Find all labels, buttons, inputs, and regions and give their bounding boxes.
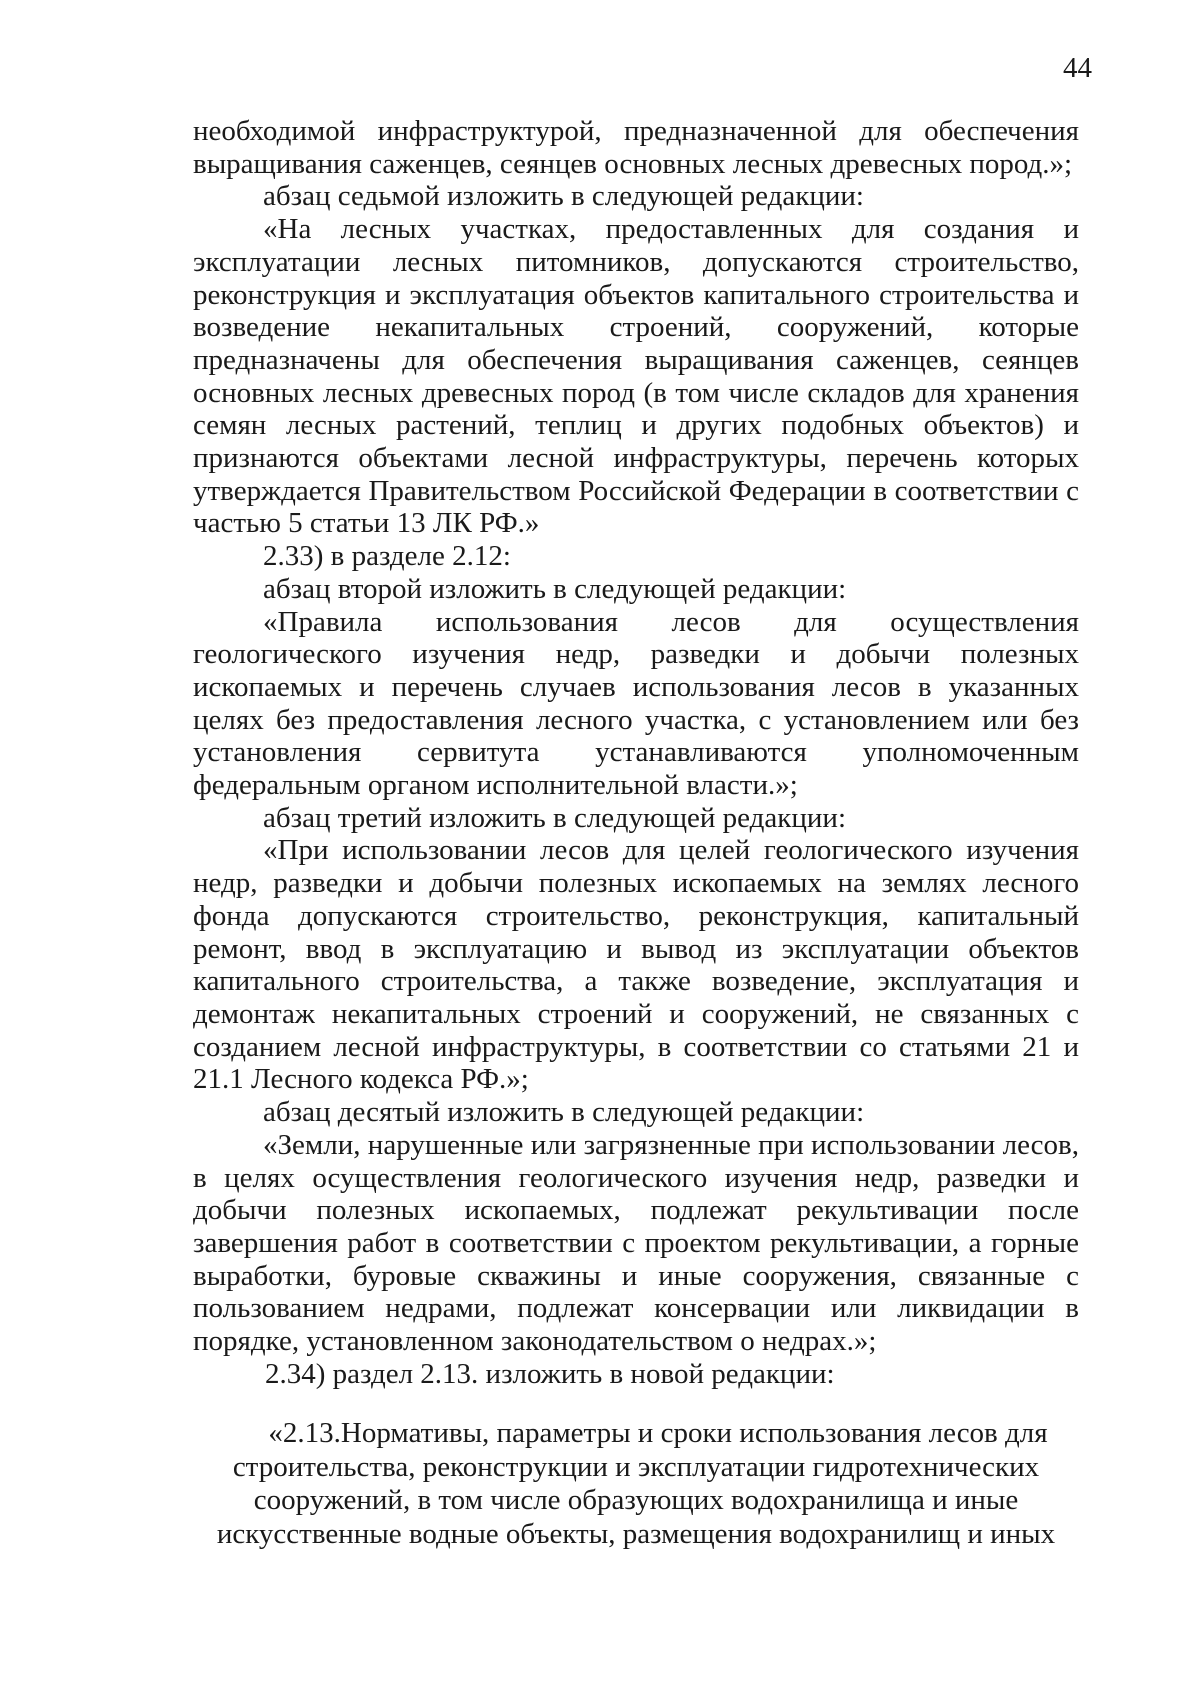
heading-line: строительства, реконструкции и эксплуатации гидротехнических xyxy=(232,1450,1040,1483)
heading-line: искусственные водные объекты, размещения водохранилищ и иных xyxy=(216,1518,1056,1551)
page-number: 44 xyxy=(1063,52,1092,84)
paragraph: абзац седьмой изложить в следующей редакции: xyxy=(263,180,864,213)
heading-line: «2.13.Нормативы, параметры и сроки использования лесов для xyxy=(268,1417,1048,1449)
paragraph: абзац третий изложить в следующей редакции: xyxy=(263,801,847,834)
section-heading xyxy=(193,1417,1079,1552)
paragraph: абзац второй изложить в следующей редакции: xyxy=(263,572,847,605)
paragraph: «При использовании лесов для целей геологического изучения недр, разведки и добычи полезных ископаемых на землях лесного фонда допускаются строительство, реконструкция, капитальный ремонт, ввод в эксплуатацию и вывод из эксплуатации объектов капитального строительства, а также возведение, эксплуатация и демонтаж некапитальных строений и сооружений, не связанных с созданием лесной инфраструктуры, в соответствии со статьями 21 и 21.1 Лесного кодекса РФ.»; xyxy=(193,834,1079,1096)
paragraph: «На лесных участках, предоставленных для создания и эксплуатации лесных питомников, допускаются строительство, реконструкция и эксплуатация объектов капитального строительства и возведение некапитальных строений, сооружений, которые предназначены для обеспечения выращивания саженцев, сеянцев основных лесных древесных пород (в том числе складов для хранения семян лесных растений, теплиц и других подобных объектов) и признаются объектами лесной инфраструктуры, перечень которых утверждается Правительством Российской Федерации в соответствии с частью 5 статьи 13 ЛК РФ.» xyxy=(193,213,1079,540)
paragraph: необходимой инфраструктурой, предназначенной для обеспечения выращивания саженцев, сеянцев основных лесных древесных пород.»; xyxy=(193,115,1079,180)
paragraph: 2.34) раздел 2.13. изложить в новой редакции: xyxy=(265,1357,835,1390)
paragraph: 2.33) в разделе 2.12: xyxy=(263,540,511,573)
heading-line: сооружений, в том числе образующих водохранилища и иные xyxy=(253,1484,1019,1517)
body-text xyxy=(193,115,1079,1390)
paragraph: «Земли, нарушенные или загрязненные при использовании лесов, в целях осуществления геологического изучения недр, разведки и добычи полезных ископаемых, подлежат рекультивации после завершения работ в соответствии с проектом рекультивации, а горные выработки, буровые скважины и иные сооружения, связанные с пользованием недрами, подлежат консервации или ликвидации в порядке, установленном законодательством о недрах.»; xyxy=(193,1128,1079,1358)
paragraph: «Правила использования лесов для осуществления геологического изучения недр, разведки и добычи полезных ископаемых и перечень случаев использования лесов в указанных целях без предоставления лесного участка, с установлением или без установления сервитута устанавливаются уполномоченным федеральным органом исполнительной власти.»; xyxy=(193,605,1079,802)
paragraph: абзац десятый изложить в следующей редакции: xyxy=(263,1096,865,1129)
